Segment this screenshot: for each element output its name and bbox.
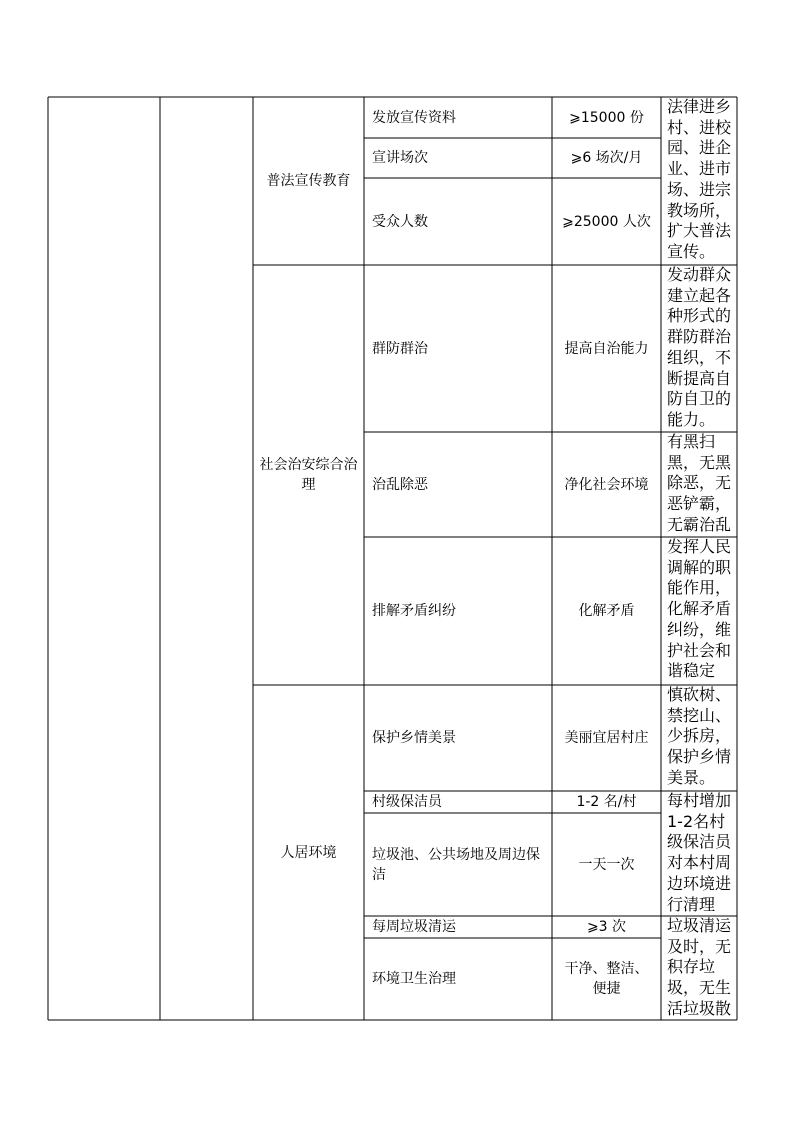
note-text: 发动群众建立起各种形式的群防群治组织，不断提高自防自卫的能力。 xyxy=(667,265,732,429)
category-label: 社会治安综合治理 xyxy=(259,457,358,493)
item-label: 排解矛盾纠纷 xyxy=(372,603,456,619)
note-text: 发挥人民调解的职能作用，化解矛盾纠纷，维护社会和谐稳定 xyxy=(667,537,732,681)
target-value: ⩾6 场次/月 xyxy=(570,150,643,166)
target-cell xyxy=(552,916,661,938)
item-cell xyxy=(364,938,552,1020)
item-cell xyxy=(364,138,552,178)
item-cell xyxy=(364,813,552,916)
item-cell xyxy=(364,265,552,432)
target-cell xyxy=(552,938,661,1020)
item-label: 保护乡情美景 xyxy=(372,730,456,746)
note-cell xyxy=(661,791,737,916)
note-cell xyxy=(661,97,737,265)
target-value: 美丽宜居村庄 xyxy=(564,730,649,746)
item-label: 村级保洁员 xyxy=(372,794,442,810)
target-value: 提高自治能力 xyxy=(564,340,649,357)
target-cell xyxy=(552,265,661,432)
target-cell xyxy=(552,791,661,813)
item-label: 垃圾池、公共场地及周边保洁 xyxy=(372,846,540,883)
note-cell xyxy=(661,685,737,791)
item-label: 治乱除恶 xyxy=(372,476,428,493)
item-label: 环境卫生治理 xyxy=(372,971,456,987)
note-cell xyxy=(661,432,737,537)
note-text: 每村增加1-2名村级保洁员对本村周边环境进行清理 xyxy=(667,791,732,914)
target-cell xyxy=(552,97,661,138)
note-cell xyxy=(661,265,737,432)
target-value: 一天一次 xyxy=(578,856,635,873)
note-text: 慎砍树、禁挖山、少拆房，保护乡情美景。 xyxy=(667,685,732,787)
item-label: 每周垃圾清运 xyxy=(372,919,456,935)
target-value: ⩾3 次 xyxy=(586,919,627,935)
item-cell xyxy=(364,537,552,685)
target-cell xyxy=(552,432,661,537)
note-text: 垃圾清运及时，无积存垃圾，无生活垃圾散 xyxy=(667,916,732,1018)
category-label: 普法宣传教育 xyxy=(266,173,351,189)
target-value: ⩾25000 人次 xyxy=(562,213,651,230)
item-cell xyxy=(364,432,552,537)
note-text: 法律进乡村、进校园、进企业、进市场、进宗教场所，扩大普法宣传。 xyxy=(667,97,732,261)
item-label: 发放宣传资料 xyxy=(372,109,456,126)
item-cell xyxy=(364,97,552,138)
target-value: 净化社会环境 xyxy=(564,476,649,493)
item-cell xyxy=(364,791,552,813)
target-cell xyxy=(552,537,661,685)
note-cell xyxy=(661,537,737,685)
target-cell xyxy=(552,685,661,791)
target-cell xyxy=(552,813,661,916)
item-label: 群防群治 xyxy=(372,340,428,357)
category-cell-renju xyxy=(253,685,364,1020)
item-label: 宣讲场次 xyxy=(372,150,428,166)
target-value: 1-2 名/村 xyxy=(576,794,637,810)
target-value: 干净、整洁、便捷 xyxy=(564,961,649,997)
category-cell-pufa xyxy=(253,97,364,265)
target-value: 化解矛盾 xyxy=(578,603,635,619)
item-cell xyxy=(364,685,552,791)
item-cell xyxy=(364,916,552,938)
target-cell xyxy=(552,178,661,265)
item-label: 受众人数 xyxy=(372,213,428,230)
note-cell xyxy=(661,916,737,1020)
target-cell xyxy=(552,138,661,178)
target-value: ⩾15000 份 xyxy=(569,109,644,126)
category-label: 人居环境 xyxy=(280,844,337,861)
category-cell-zhian xyxy=(253,265,364,685)
item-cell xyxy=(364,178,552,265)
note-text: 有黑扫黑，无黑除恶，无恶铲霸，无霸治乱 xyxy=(667,432,732,534)
